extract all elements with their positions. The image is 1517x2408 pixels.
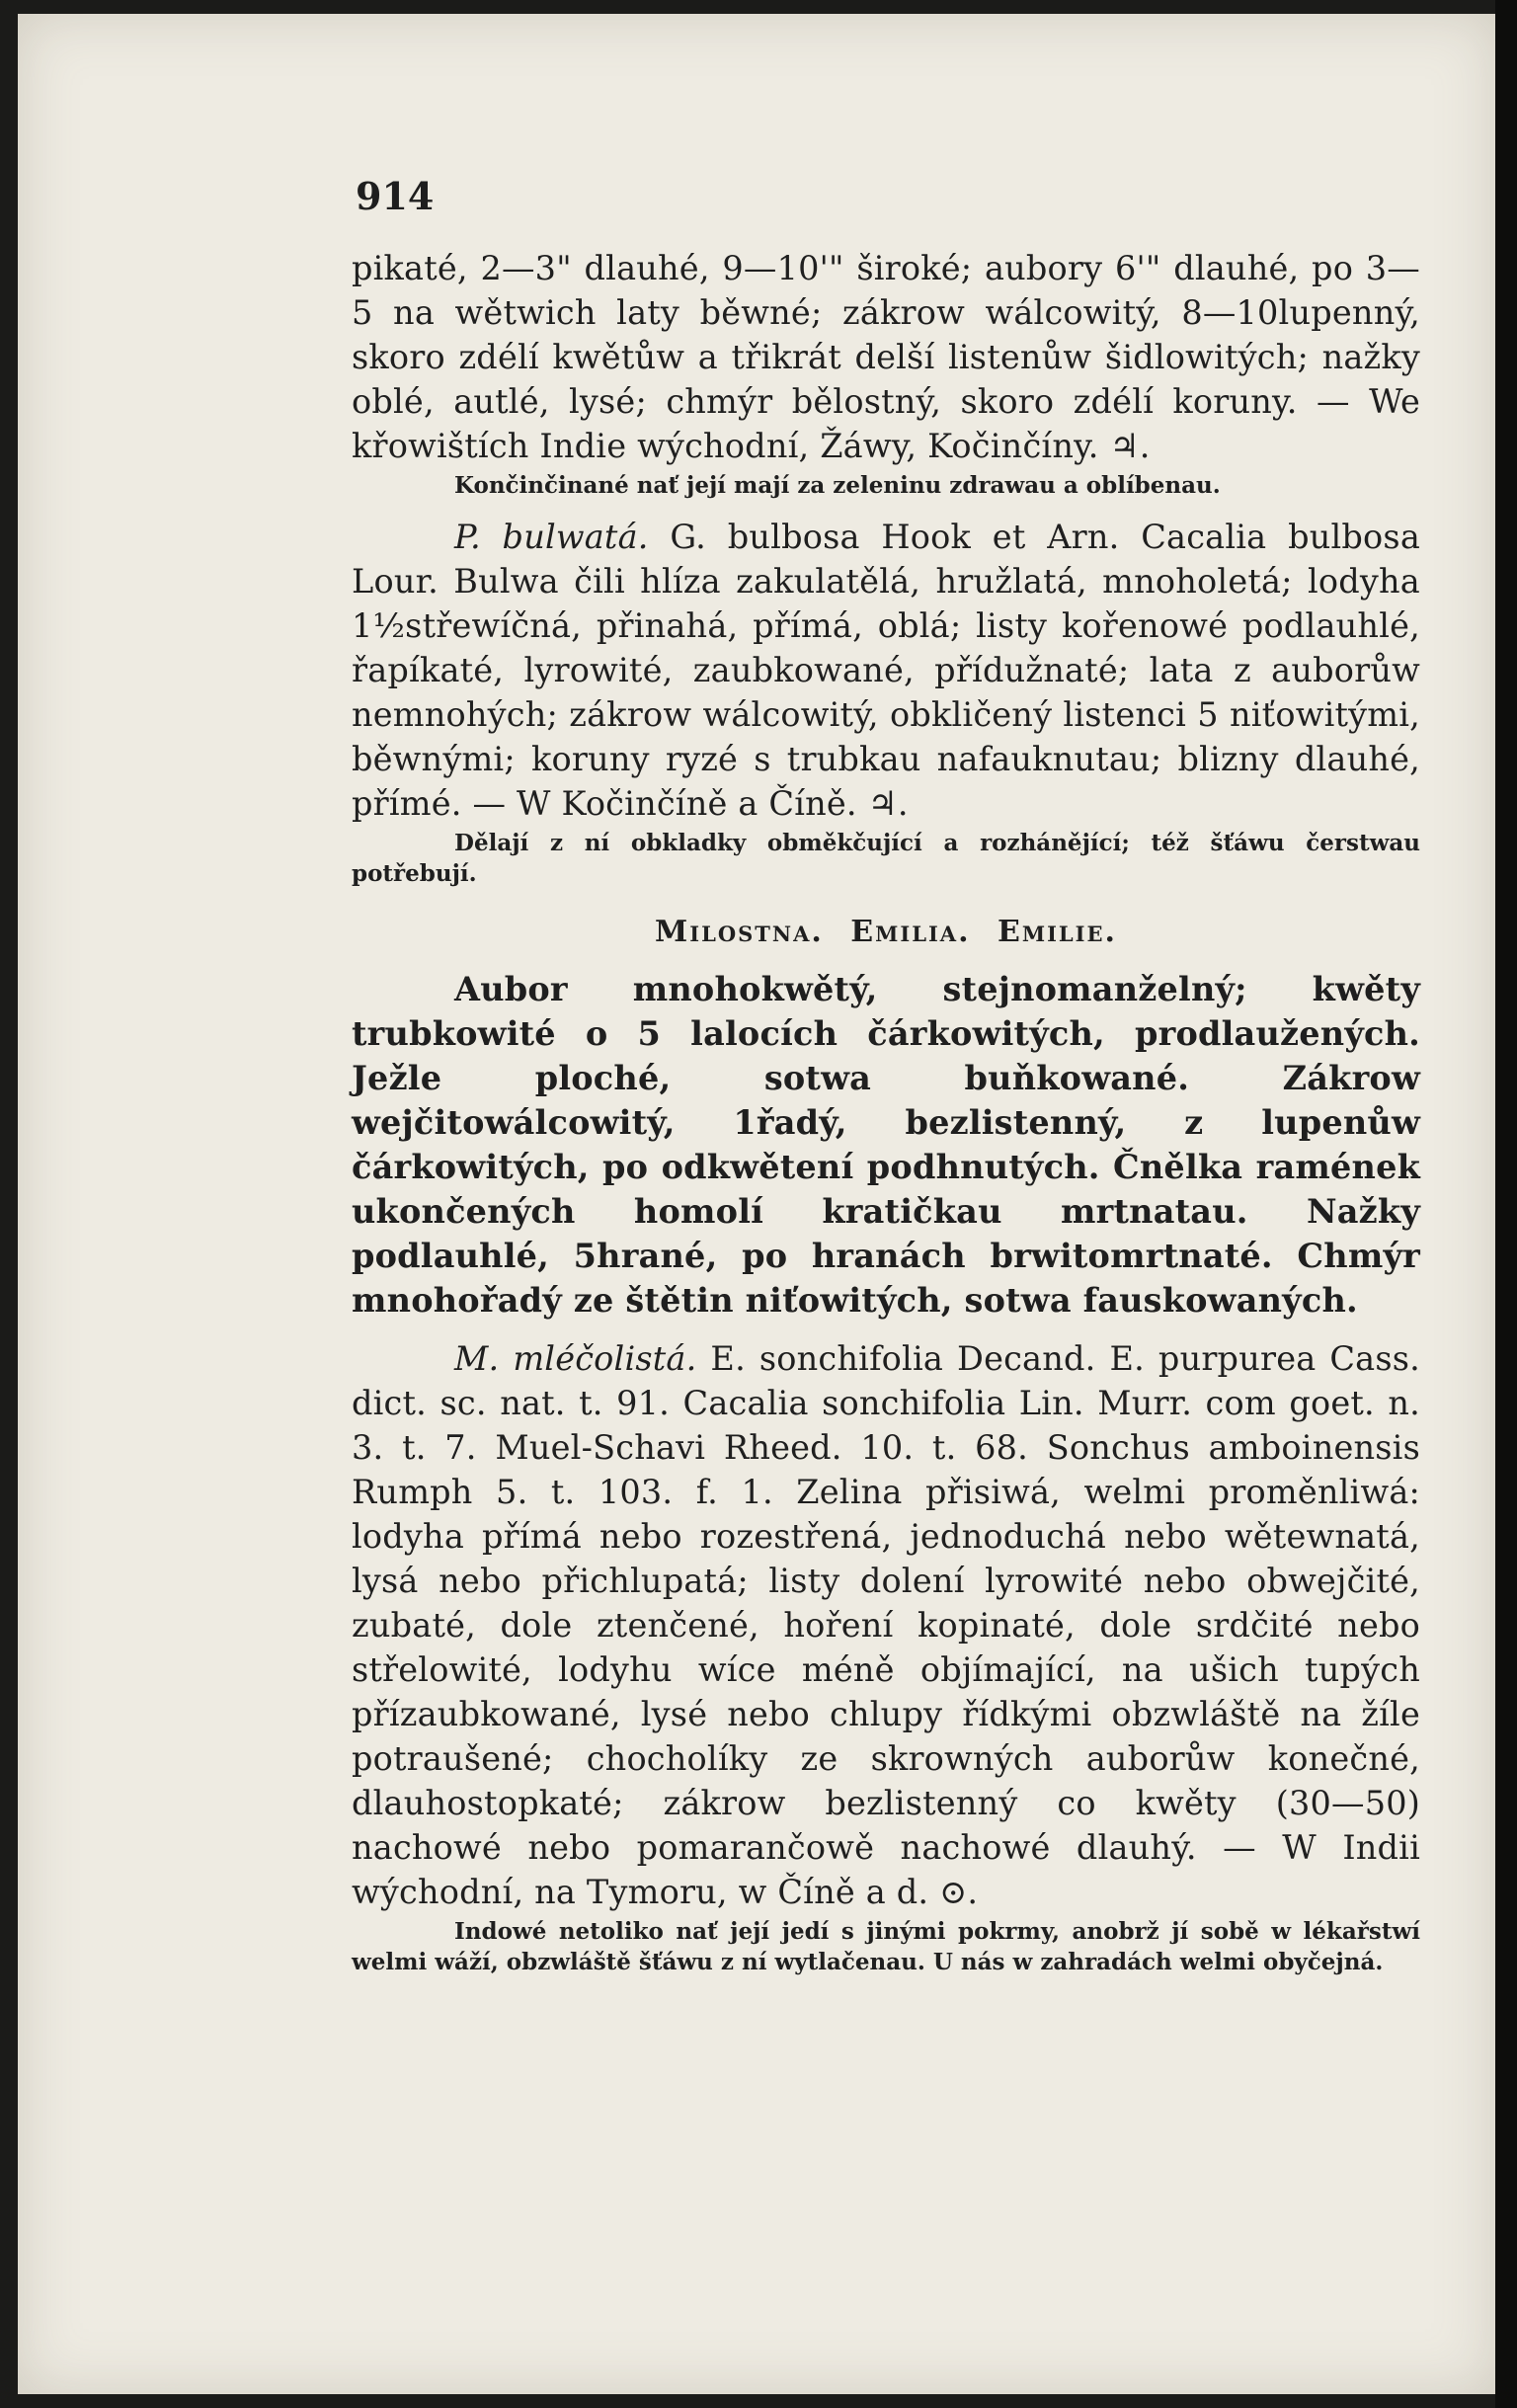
- page-text: [352, 246, 1420, 1977]
- genus-description: Aubor mnohokwětý, stejnomanželný; kwěty trubkowité o 5 lalocích čárkowitých, prodlaužených. Ježle ploché, sotwa buňkowané. Zákrow wejčitowálcowitý, 1řadý, bezlistenný, z lupenůw čárkowitých, po odkwětení podhnutých. Čnělka ramének ukončených homolí kratičkau mrtnatau. Nažky podlauhlé, 5hrané, po hranách brwitomrtnaté. Chmýr mnohořadý ze štětin niťowitých, sotwa fauskowaných.: [352, 970, 1420, 1320]
- paragraph-continued: pikaté, 2—3" dlauhé, 9—10'" široké; aubory 6'" dlauhé, po 3—5 na wětwich laty běwné; zákrow wálcowitý, 8—10lupenný, skoro zdélí kwětůw a třikrát delší listenůw šidlowitých; nažky oblé, autlé, lysé; chmýr bělostný, skoro zdélí koruny. — We křowištích Indie wýchodní, Žáwy, Kočinčíny. ♃.: [352, 249, 1420, 465]
- genus-german: Emilie.: [997, 915, 1117, 949]
- species-entry-bulwata: [352, 515, 1420, 826]
- scan-edge: [1495, 0, 1517, 2408]
- spacer: [352, 1323, 1420, 1336]
- usage-note: Indowé netoliko nať její jedí s jinými pokrmy, anobrž jí sobě w lékařstwí welmi wáží, obzwláště šťáwu z ní wytlačenau. U nás w zahradách welmi obyčejná.: [352, 1918, 1420, 1975]
- species-entry-mlecolista: [352, 1336, 1420, 1914]
- species-name: M. mléčolistá.: [454, 1339, 697, 1378]
- page-number: 914: [356, 174, 435, 218]
- usage-note: Dělají z ní obkladky obměkčující a rozhánějící; též šťáwu čerstwau potřebují.: [352, 830, 1420, 887]
- species-description: E. sonchifolia Decand. E. purpurea Cass. dict. sc. nat. t. 91. Cacalia sonchifolia Lin. Murr. com goet. n. 3. t. 7. Muel-Schavi Rheed. 10. t. 68. Sonchus amboinensis Rumph 5. t. 103. f. 1. Zelina přisiwá, welmi proměnliwá: lodyha přímá nebo rozestřená, jednoduchá nebo wětewnatá, lysá nebo přichlupatá; listy dolení lyrowité nebo obwejčité, zubaté, dole ztenčené, hoření kopinaté, dole srdčité nebo střelowité, lodyhu wíce méně objímající, na ušich tupých přízaubkowané, lysé nebo chlupy řídkými obzwláště na žíle potraušené; chocholíky ze skrowných auborůw konečné, dlauhostopkaté; zákrow bezlistenný co kwěty (30—50) nachowé nebo pomarančowě nachowé dlauhý. — W Indii wýchodní, na Tymoru, w Číně a d. ⊙.: [352, 1339, 1420, 1911]
- genus-latin: Emilia.: [850, 915, 971, 949]
- species-description: G. bulbosa Hook et Arn. Cacalia bulbosa Lour. Bulwa čili hlíza zakulatělá, hružlatá, mnoholetá; lodyha 1½střewíčná, přinahá, přímá, oblá; listy kořenowé podlauhlé, řapíkaté, lyrowité, zaubkowané, přídužnaté; lata z auborůw nemnohých; zákrow wálcowitý, obkličený listenci 5 niťowitými, běwnými; koruny ryzé s trubkau nafauknutau; blizny dlauhé, přímé. — W Kočinčíně a Číně. ♃.: [352, 518, 1420, 823]
- spacer: [352, 501, 1420, 515]
- genus-czech: Milostna.: [655, 915, 824, 949]
- genus-heading: [352, 915, 1420, 949]
- species-name: P. bulwatá.: [454, 518, 649, 556]
- usage-note: Končinčinané nať její mají za zeleninu zdrawau a oblíbenau.: [454, 472, 1221, 499]
- book-page: [18, 14, 1496, 2394]
